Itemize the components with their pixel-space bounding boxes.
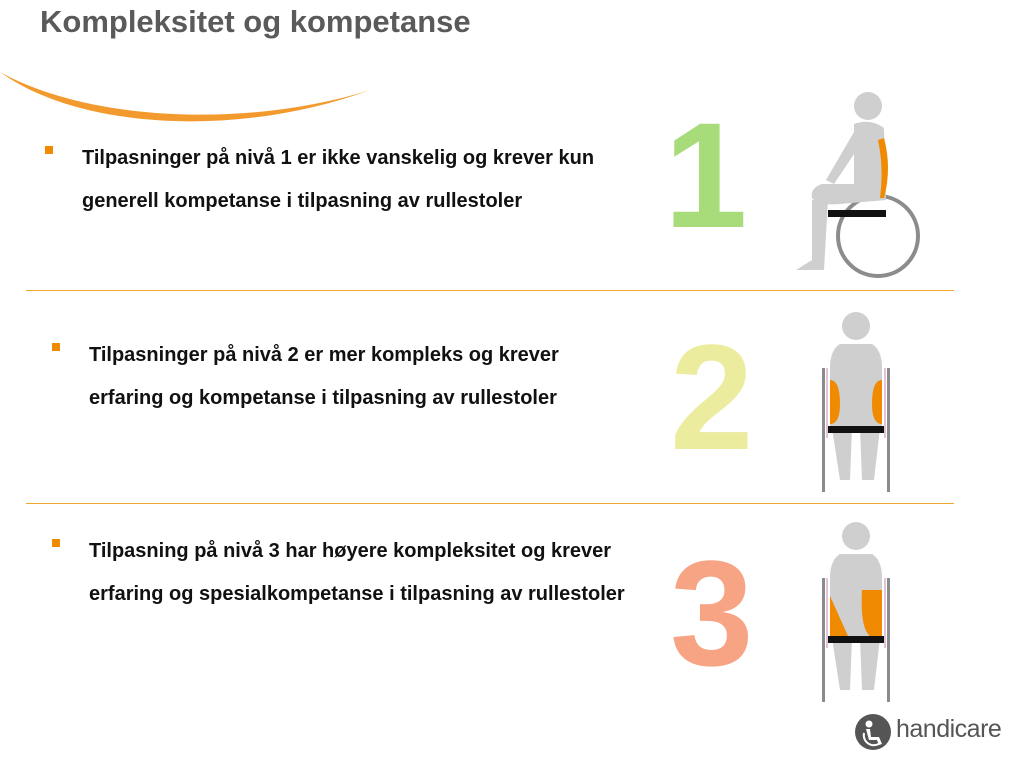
level-2-figure xyxy=(818,308,898,498)
slide-title: Kompleksitet og kompetanse xyxy=(40,4,471,39)
level-3-number: 3 xyxy=(670,529,754,697)
level-1-number: 1 xyxy=(664,91,748,259)
level-3-figure xyxy=(818,518,898,708)
bullet-marker xyxy=(52,343,60,351)
handicare-logo xyxy=(854,711,1004,751)
handicare-logo-icon xyxy=(854,713,892,751)
logo-text: handicare xyxy=(896,715,1002,743)
level-2-bullet xyxy=(52,334,612,420)
level-1-bullet xyxy=(45,137,605,223)
level-divider-2 xyxy=(26,503,954,504)
level-divider-1 xyxy=(26,290,954,291)
level-3-text: Tilpasning på nivå 3 har høyere kompleksitet og krever erfaring og spesialkompetanse i tilpasning av rullestoler xyxy=(89,540,625,605)
level-2-number: 2 xyxy=(670,313,754,481)
bullet-marker xyxy=(52,539,60,547)
level-1-text: Tilpasninger på nivå 1 er ikke vanskelig og krever kun generell kompetanse i tilpasning av rullestoler xyxy=(82,147,595,212)
level-3-bullet xyxy=(52,530,625,616)
level-1-figure xyxy=(788,88,928,283)
level-2-text: Tilpasninger på nivå 2 er mer kompleks og krever erfaring og kompetanse i tilpasning av rullestoler xyxy=(89,344,559,409)
bullet-marker xyxy=(45,146,53,154)
decorative-swoosh xyxy=(0,60,380,140)
